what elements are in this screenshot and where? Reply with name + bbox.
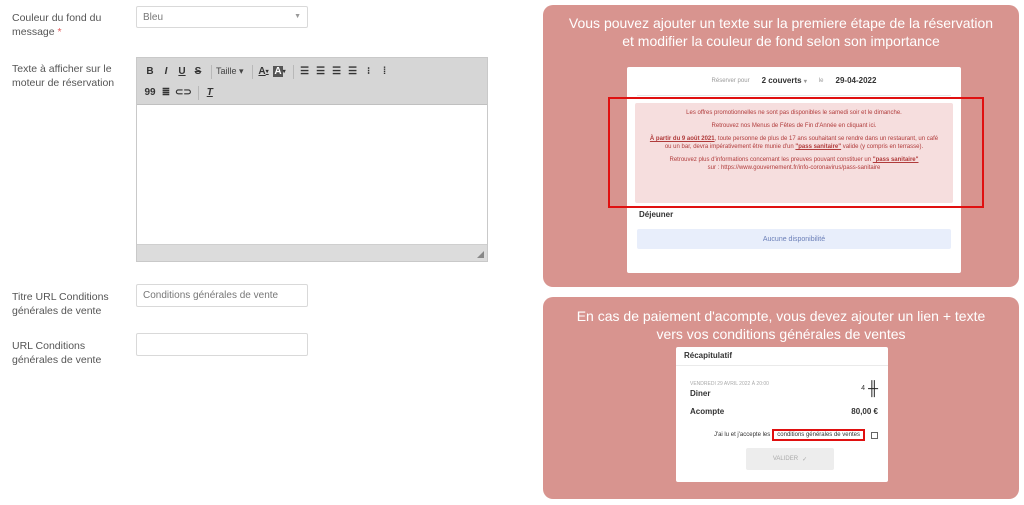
clear-format-button[interactable] — [203, 85, 217, 101]
promo-line-1: Les offres promotionnelles ne sont pas disponibles le samedi soir et le dimanche. — [686, 110, 902, 116]
validate-button[interactable] — [746, 448, 834, 470]
summary-divider — [676, 365, 888, 366]
cgv-link[interactable]: conditions générales de ventes — [772, 429, 865, 441]
chevron-down-icon: ▼ — [294, 13, 301, 20]
toolbar-separator — [252, 65, 253, 79]
accept-text: J'ai lu et j'accepte les — [713, 432, 771, 438]
accept-row — [714, 429, 878, 441]
text-color-button[interactable]: A ▾ — [258, 66, 269, 77]
bg-color-value: Bleu — [143, 11, 164, 23]
date-value: 29-04-2022 — [835, 76, 877, 85]
clear-format-glyph: T — [206, 87, 213, 98]
cgv-url-input[interactable] — [136, 333, 308, 356]
summary-guests — [861, 380, 878, 396]
bg-color-select[interactable] — [136, 6, 308, 28]
text-color-label: A — [258, 66, 266, 77]
bullet-list-icon[interactable]: ⁝ — [366, 66, 371, 77]
toolbar-separator — [211, 65, 212, 79]
font-size-label: Taille — [216, 66, 237, 76]
panel-title: Vous pouvez ajouter un texte sur la premiere étape de la réservation et modifier la couleur de fond selon son importance — [568, 15, 994, 49]
validate-label: VALIDER — [772, 456, 799, 462]
editor-status-bar — [137, 244, 487, 261]
summary-heading: Récapitulatif — [684, 351, 733, 360]
align-right-icon[interactable]: ☰ — [332, 66, 342, 77]
required-mark: * — [57, 26, 62, 38]
italic-button[interactable]: I — [164, 66, 168, 77]
bg-color-button[interactable]: A ▾ — [274, 66, 286, 77]
fork-knife-icon: ╫ — [868, 380, 878, 396]
strikethrough-button[interactable]: S — [194, 66, 202, 77]
promo-line-2: Retrouvez nos Menus de Fêtes de Fin d'Année en cliquant ici. — [711, 123, 877, 129]
font-size-dropdown[interactable]: Taille ▾ — [216, 66, 244, 76]
bold-button[interactable]: B — [146, 66, 154, 77]
toolbar-separator — [293, 65, 294, 79]
no-availability-banner: Aucune disponibilité — [637, 229, 951, 249]
header-divider — [637, 95, 951, 96]
cgv-title-value: Conditions générales de vente — [143, 290, 279, 301]
rich-text-editor — [136, 57, 488, 262]
horizontal-rule-icon[interactable]: ≣ — [161, 87, 171, 98]
cgv-title-input[interactable] — [136, 284, 308, 307]
date-prefix: le — [818, 77, 824, 84]
align-left-icon[interactable]: ☰ — [300, 66, 310, 77]
editor-content-area[interactable] — [137, 105, 487, 244]
align-center-icon[interactable]: ☰ — [316, 66, 326, 77]
cgv-title-label: Titre URL Conditions générales de vente — [12, 291, 109, 317]
bg-color-glyph: A — [274, 66, 282, 77]
pass-sanitaire-link-2[interactable]: "pass sanitaire" — [872, 157, 919, 163]
booking-header-row — [627, 76, 961, 85]
info-panel-booking-text — [543, 5, 1019, 287]
reserve-label: Réserver pour — [711, 77, 750, 84]
deposit-value: 80,00 € — [851, 407, 878, 416]
summary-date: VENDREDI 29 AVRIL 2022 À 20:00 — [690, 381, 769, 387]
highlight-frame — [608, 97, 984, 208]
info-panel-cgv — [543, 297, 1019, 499]
blockquote-button[interactable]: 99 — [144, 87, 156, 98]
promo-line-3-text: , toute personne de plus de 17 ans souhaitant se rendre dans un restaurant, un café ou un bar, devra impérativement être munie d'un — [664, 136, 939, 150]
promo-date-bold: À partir du 9 août 2021 — [649, 136, 715, 142]
service-label: Déjeuner — [639, 210, 674, 219]
guest-count: 4 — [861, 384, 866, 392]
bg-color-label: Couleur du fond du message * — [12, 12, 102, 38]
resize-handle-icon[interactable] — [477, 251, 484, 258]
summary-meal: Diner — [690, 389, 711, 398]
link-icon[interactable]: ⊂⊃ — [175, 87, 192, 98]
underline-button[interactable]: U — [178, 66, 186, 77]
covers-value: 2 couverts — [761, 76, 802, 85]
checkmark-icon: ✓ — [802, 456, 808, 463]
summary-preview-screenshot — [676, 347, 888, 482]
promo-line-3-end: valide (y compris en terrasse). — [841, 144, 924, 150]
pass-sanitaire-link[interactable]: "pass sanitaire" — [795, 144, 842, 150]
editor-toolbar — [137, 58, 487, 105]
promo-line-4-text: Retrouvez plus d'informations concernant les preuves pouvant constituer un — [669, 157, 872, 163]
deposit-label: Acompte — [690, 407, 725, 416]
accept-checkbox[interactable] — [871, 432, 878, 439]
promo-line-4-url: sur : https://www.gouvernement.fr/info-coronavirus/pass-sanitaire — [707, 165, 881, 171]
cgv-url-label: URL Conditions générales de vente — [12, 340, 102, 366]
numbered-list-icon[interactable]: ⁞ — [382, 66, 387, 77]
toolbar-separator — [198, 86, 199, 100]
covers-select: 2 couverts ▾ — [761, 76, 807, 85]
panel-title: En cas de paiement d'acompte, vous devez ajouter un lien + texte vers vos conditions générales de ventes — [576, 308, 986, 342]
text-display-label: Texte à afficher sur le moteur de réservation — [12, 63, 115, 89]
align-justify-icon[interactable]: ☰ — [348, 66, 358, 77]
